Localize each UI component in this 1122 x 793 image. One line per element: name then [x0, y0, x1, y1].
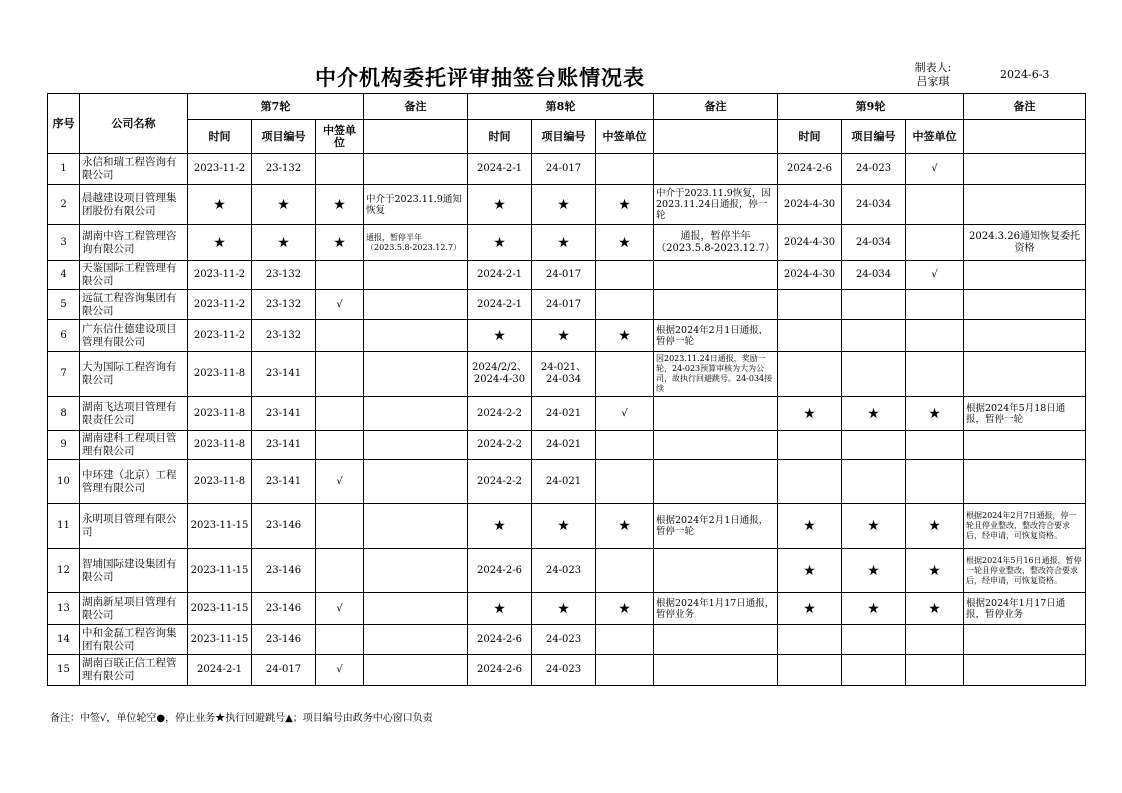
r9-time-cell: 2024-2-6 [778, 154, 842, 185]
r7-unit-cell: √ [316, 655, 364, 686]
r8-unit-cell [596, 460, 654, 504]
r9-note-cell [964, 185, 1086, 225]
r9-time-cell: 2024-4-30 [778, 261, 842, 290]
r9-proj-cell: 24-034 [842, 185, 906, 225]
r8-note-cell [654, 549, 778, 593]
seq-cell: 11 [48, 504, 80, 549]
r9-unit-cell: ★ [906, 593, 964, 625]
r7-proj-cell: 23-132 [252, 320, 316, 352]
r7-proj-cell: 23-146 [252, 549, 316, 593]
r9-unit-cell: √ [906, 154, 964, 185]
header-r7-proj: 项目编号 [252, 120, 316, 154]
company-cell: 远氙工程咨询集团有限公司 [80, 290, 188, 320]
r7-unit-cell: ★ [316, 225, 364, 261]
r9-note-cell [964, 261, 1086, 290]
r8-note-cell: 通报，暂停半年（2023.5.8-2023.12.7） [654, 225, 778, 261]
r9-proj-cell [842, 460, 906, 504]
r8-unit-cell: ★ [596, 504, 654, 549]
r9-note-cell [964, 154, 1086, 185]
table-row [48, 397, 1086, 431]
r9-proj-cell: ★ [842, 504, 906, 549]
r7-unit-cell [316, 397, 364, 431]
r7-proj-cell: 23-146 [252, 625, 316, 655]
r7-unit-cell: √ [316, 593, 364, 625]
r9-unit-cell: √ [906, 261, 964, 290]
r7-note-cell [364, 352, 468, 397]
r8-unit-cell [596, 431, 654, 460]
r9-proj-cell: ★ [842, 549, 906, 593]
r9-note-cell: 根据2024年5月16日通报，暂停一轮且停业整改，整改符合要求后，经申请，可恢复资格。 [964, 549, 1086, 593]
r7-time-cell: 2023-11-15 [188, 593, 252, 625]
r9-note-cell: 根据2024年5月18日通报，暂停一轮 [964, 397, 1086, 431]
r7-proj-cell: ★ [252, 185, 316, 225]
r8-unit-cell [596, 352, 654, 397]
r8-time-cell: 2024-2-6 [468, 655, 532, 686]
r7-note-cell [364, 549, 468, 593]
maker-name: 吕家琪 [916, 75, 950, 88]
table-row [48, 625, 1086, 655]
seq-cell: 13 [48, 593, 80, 625]
r7-proj-cell: 23-132 [252, 154, 316, 185]
r8-unit-cell: √ [596, 397, 654, 431]
seq-cell: 9 [48, 431, 80, 460]
r8-time-cell: 2024-2-1 [468, 290, 532, 320]
header-seq: 序号 [48, 94, 80, 154]
company-cell: 湖南新星项目管理有限公司 [80, 593, 188, 625]
header-r7-time: 时间 [188, 120, 252, 154]
table-row [48, 352, 1086, 397]
r7-unit-cell [316, 504, 364, 549]
r9-note-cell [964, 352, 1086, 397]
company-cell: 智埔国际建设集团有限公司 [80, 549, 188, 593]
r8-note-cell [654, 460, 778, 504]
company-cell: 湖南飞达项目管理有限责任公司 [80, 397, 188, 431]
r8-time-cell: 2024-2-1 [468, 154, 532, 185]
r8-time-cell: ★ [468, 185, 532, 225]
header-r8-blank [654, 120, 778, 154]
r9-note-cell: 根据2024年1月17日通报，暂停业务 [964, 593, 1086, 625]
r9-proj-cell [842, 655, 906, 686]
r7-note-cell [364, 154, 468, 185]
r8-note-cell: 因2023.11.24日通报，奖励一轮，24-023预算审核为大为公司，故执行回避跳号。24-034接续 [654, 352, 778, 397]
company-cell: 湖南建科工程项目管理有限公司 [80, 431, 188, 460]
r7-unit-cell [316, 261, 364, 290]
r8-note-cell: 根据2024年2月1日通报，暂停一轮 [654, 504, 778, 549]
r9-proj-cell [842, 290, 906, 320]
r9-proj-cell [842, 352, 906, 397]
r9-unit-cell [906, 625, 964, 655]
r7-time-cell: 2024-2-1 [188, 655, 252, 686]
r7-unit-cell [316, 549, 364, 593]
r8-note-cell [654, 290, 778, 320]
table-row [48, 185, 1086, 225]
r7-time-cell: 2023-11-15 [188, 625, 252, 655]
r9-time-cell: ★ [778, 397, 842, 431]
r8-unit-cell: ★ [596, 225, 654, 261]
r9-time-cell: 2024-4-30 [778, 225, 842, 261]
r8-time-cell: ★ [468, 593, 532, 625]
r7-unit-cell: √ [316, 460, 364, 504]
seq-cell: 4 [48, 261, 80, 290]
r7-proj-cell: 23-141 [252, 397, 316, 431]
r7-note-cell [364, 593, 468, 625]
header-r8-time: 时间 [468, 120, 532, 154]
r7-time-cell: 2023-11-8 [188, 431, 252, 460]
r9-unit-cell [906, 320, 964, 352]
r7-unit-cell: ★ [316, 185, 364, 225]
r7-note-cell [364, 320, 468, 352]
r9-time-cell: 2024-4-30 [778, 185, 842, 225]
table-row [48, 225, 1086, 261]
seq-cell: 7 [48, 352, 80, 397]
r7-note-cell [364, 290, 468, 320]
r7-note-cell: 通报，暂停半年（2023.5.8-2023.12.7） [364, 225, 468, 261]
r9-note-cell [964, 460, 1086, 504]
r7-note-cell [364, 504, 468, 549]
r9-unit-cell [906, 460, 964, 504]
r9-time-cell [778, 625, 842, 655]
r9-time-cell: ★ [778, 504, 842, 549]
r7-note-cell [364, 397, 468, 431]
r9-proj-cell [842, 625, 906, 655]
r8-unit-cell: ★ [596, 185, 654, 225]
r7-time-cell: ★ [188, 185, 252, 225]
r8-proj-cell: ★ [532, 185, 596, 225]
header-r9-time: 时间 [778, 120, 842, 154]
r7-time-cell: 2023-11-15 [188, 549, 252, 593]
company-cell: 晨越建设项目管理集团股份有限公司 [80, 185, 188, 225]
r8-proj-cell: ★ [532, 593, 596, 625]
r8-note-cell: 中介于2023.11.9恢复，因2023.11.24日通报，停一轮 [654, 185, 778, 225]
header-round7: 第7轮 [188, 94, 364, 120]
r9-unit-cell: ★ [906, 397, 964, 431]
r8-proj-cell: 24-021 [532, 431, 596, 460]
company-cell: 天鉴国际工程管理有限公司 [80, 261, 188, 290]
r7-note-cell [364, 261, 468, 290]
table-row [48, 320, 1086, 352]
r8-unit-cell [596, 154, 654, 185]
header-r8-proj: 项目编号 [532, 120, 596, 154]
r8-unit-cell [596, 625, 654, 655]
footnote: 备注：中签√，单位轮空●，停止业务★执行回避跳号▲；项目编号由政务中心窗口负责 [50, 713, 433, 724]
r7-proj-cell: 23-146 [252, 504, 316, 549]
r7-proj-cell: 23-141 [252, 460, 316, 504]
r8-note-cell [654, 261, 778, 290]
r8-time-cell: ★ [468, 504, 532, 549]
header-r9-blank [964, 120, 1086, 154]
header-r8-unit: 中签单位 [596, 120, 654, 154]
report-date: 2024-6-3 [1000, 68, 1050, 81]
r7-unit-cell [316, 154, 364, 185]
table-row [48, 431, 1086, 460]
r9-note-cell: 2024.3.26通知恢复委托资格 [964, 225, 1086, 261]
header-remark-9: 备注 [964, 94, 1086, 120]
seq-cell: 10 [48, 460, 80, 504]
r9-proj-cell: 24-034 [842, 261, 906, 290]
r8-time-cell: 2024-2-6 [468, 625, 532, 655]
r8-time-cell: 2024-2-2 [468, 431, 532, 460]
r8-proj-cell: 24-023 [532, 625, 596, 655]
r9-unit-cell [906, 185, 964, 225]
header-remark-7: 备注 [364, 94, 468, 120]
maker-info [908, 61, 958, 89]
r7-note-cell [364, 460, 468, 504]
seq-cell: 2 [48, 185, 80, 225]
company-cell: 湖南中咨工程管理咨询有限公司 [80, 225, 188, 261]
r7-unit-cell [316, 431, 364, 460]
r7-time-cell: 2023-11-8 [188, 397, 252, 431]
seq-cell: 8 [48, 397, 80, 431]
r9-unit-cell [906, 352, 964, 397]
r7-note-cell [364, 655, 468, 686]
r9-proj-cell [842, 431, 906, 460]
table-row [48, 261, 1086, 290]
r8-proj-cell: 24-021、24-034 [532, 352, 596, 397]
r7-note-cell [364, 431, 468, 460]
header-round9: 第9轮 [778, 94, 964, 120]
r9-note-cell [964, 625, 1086, 655]
r9-unit-cell [906, 431, 964, 460]
header-r9-unit: 中签单位 [906, 120, 964, 154]
r8-note-cell [654, 431, 778, 460]
r8-time-cell: 2024-2-2 [468, 460, 532, 504]
r8-time-cell: 2024-2-1 [468, 261, 532, 290]
r9-unit-cell [906, 290, 964, 320]
seq-cell: 6 [48, 320, 80, 352]
r9-note-cell: 根据2024年2月7日通报，停一轮且停业整改，整改符合要求后，经申请，可恢复资格。 [964, 504, 1086, 549]
r8-time-cell: ★ [468, 320, 532, 352]
company-cell: 中和金磊工程咨询集团有限公司 [80, 625, 188, 655]
r8-unit-cell [596, 655, 654, 686]
seq-cell: 5 [48, 290, 80, 320]
r9-note-cell [964, 320, 1086, 352]
company-cell: 湖南百联正信工程管理有限公司 [80, 655, 188, 686]
ledger-body [48, 154, 1086, 686]
r9-time-cell [778, 460, 842, 504]
r8-note-cell [654, 397, 778, 431]
r9-note-cell [964, 431, 1086, 460]
r7-proj-cell: 24-017 [252, 655, 316, 686]
table-row [48, 460, 1086, 504]
header-r7-unit: 中签单位 [316, 120, 364, 154]
header-r7-blank [364, 120, 468, 154]
company-cell: 永明项目管理有限公司 [80, 504, 188, 549]
r8-proj-cell: 24-017 [532, 154, 596, 185]
r9-proj-cell: 24-023 [842, 154, 906, 185]
r8-note-cell [654, 154, 778, 185]
r8-note-cell [654, 655, 778, 686]
r8-note-cell [654, 625, 778, 655]
table-row [48, 655, 1086, 686]
r8-note-cell: 根据2024年2月1日通报，暂停一轮 [654, 320, 778, 352]
r8-unit-cell [596, 290, 654, 320]
r7-time-cell: 2023-11-2 [188, 320, 252, 352]
seq-cell: 1 [48, 154, 80, 185]
r7-time-cell: ★ [188, 225, 252, 261]
table-row [48, 549, 1086, 593]
r9-time-cell [778, 352, 842, 397]
r9-note-cell [964, 655, 1086, 686]
r8-proj-cell: 24-017 [532, 261, 596, 290]
r8-time-cell: 2024-2-6 [468, 549, 532, 593]
r8-unit-cell [596, 261, 654, 290]
header-r9-proj: 项目编号 [842, 120, 906, 154]
r7-unit-cell [316, 352, 364, 397]
r7-note-cell: 中介于2023.11.9通知恢复 [364, 185, 468, 225]
r7-unit-cell [316, 625, 364, 655]
company-cell: 中环建（北京）工程管理有限公司 [80, 460, 188, 504]
r8-proj-cell: ★ [532, 320, 596, 352]
r9-proj-cell: 24-034 [842, 225, 906, 261]
r8-unit-cell: ★ [596, 320, 654, 352]
ledger-table [47, 93, 1086, 686]
r9-unit-cell: ★ [906, 504, 964, 549]
table-row [48, 154, 1086, 185]
r7-proj-cell: ★ [252, 225, 316, 261]
header-remark-8: 备注 [654, 94, 778, 120]
r8-proj-cell: 24-023 [532, 549, 596, 593]
table-row [48, 593, 1086, 625]
r9-proj-cell [842, 320, 906, 352]
r7-proj-cell: 23-141 [252, 352, 316, 397]
seq-cell: 14 [48, 625, 80, 655]
r7-proj-cell: 23-146 [252, 593, 316, 625]
r9-unit-cell [906, 655, 964, 686]
r7-time-cell: 2023-11-2 [188, 154, 252, 185]
r9-proj-cell: ★ [842, 397, 906, 431]
company-cell: 永信和瑞工程咨询有限公司 [80, 154, 188, 185]
r7-proj-cell: 23-132 [252, 261, 316, 290]
r7-time-cell: 2023-11-2 [188, 290, 252, 320]
r9-unit-cell [906, 225, 964, 261]
r7-time-cell: 2023-11-2 [188, 261, 252, 290]
company-cell: 大为国际工程咨询有限公司 [80, 352, 188, 397]
r7-time-cell: 2023-11-15 [188, 504, 252, 549]
r8-unit-cell [596, 549, 654, 593]
page-title: 中介机构委托评审抽签台账情况表 [315, 65, 645, 90]
seq-cell: 12 [48, 549, 80, 593]
r8-time-cell: 2024-2-2 [468, 397, 532, 431]
maker-label: 制表人: [914, 61, 952, 74]
r8-proj-cell: ★ [532, 504, 596, 549]
r9-time-cell [778, 290, 842, 320]
r9-time-cell: ★ [778, 593, 842, 625]
r7-unit-cell [316, 320, 364, 352]
seq-cell: 3 [48, 225, 80, 261]
r7-unit-cell: √ [316, 290, 364, 320]
header-round8: 第8轮 [468, 94, 654, 120]
r8-time-cell: 2024/2/2、2024-4-30 [468, 352, 532, 397]
r8-proj-cell: ★ [532, 225, 596, 261]
r7-time-cell: 2023-11-8 [188, 352, 252, 397]
r8-time-cell: ★ [468, 225, 532, 261]
r9-time-cell [778, 431, 842, 460]
r7-time-cell: 2023-11-8 [188, 460, 252, 504]
r9-time-cell [778, 655, 842, 686]
r7-proj-cell: 23-141 [252, 431, 316, 460]
header-company: 公司名称 [80, 94, 188, 154]
r8-proj-cell: 24-021 [532, 460, 596, 504]
r9-note-cell [964, 290, 1086, 320]
table-row [48, 290, 1086, 320]
table-row [48, 504, 1086, 549]
r8-proj-cell: 24-017 [532, 290, 596, 320]
r8-proj-cell: 24-021 [532, 397, 596, 431]
r9-time-cell [778, 320, 842, 352]
r7-proj-cell: 23-132 [252, 290, 316, 320]
r9-time-cell: ★ [778, 549, 842, 593]
r9-proj-cell: ★ [842, 593, 906, 625]
seq-cell: 15 [48, 655, 80, 686]
r9-unit-cell: ★ [906, 549, 964, 593]
r7-note-cell [364, 625, 468, 655]
r8-note-cell: 根据2024年1月17日通报，暂停业务 [654, 593, 778, 625]
company-cell: 广东信仕德建设项目管理有限公司 [80, 320, 188, 352]
r8-unit-cell: ★ [596, 593, 654, 625]
r8-proj-cell: 24-023 [532, 655, 596, 686]
